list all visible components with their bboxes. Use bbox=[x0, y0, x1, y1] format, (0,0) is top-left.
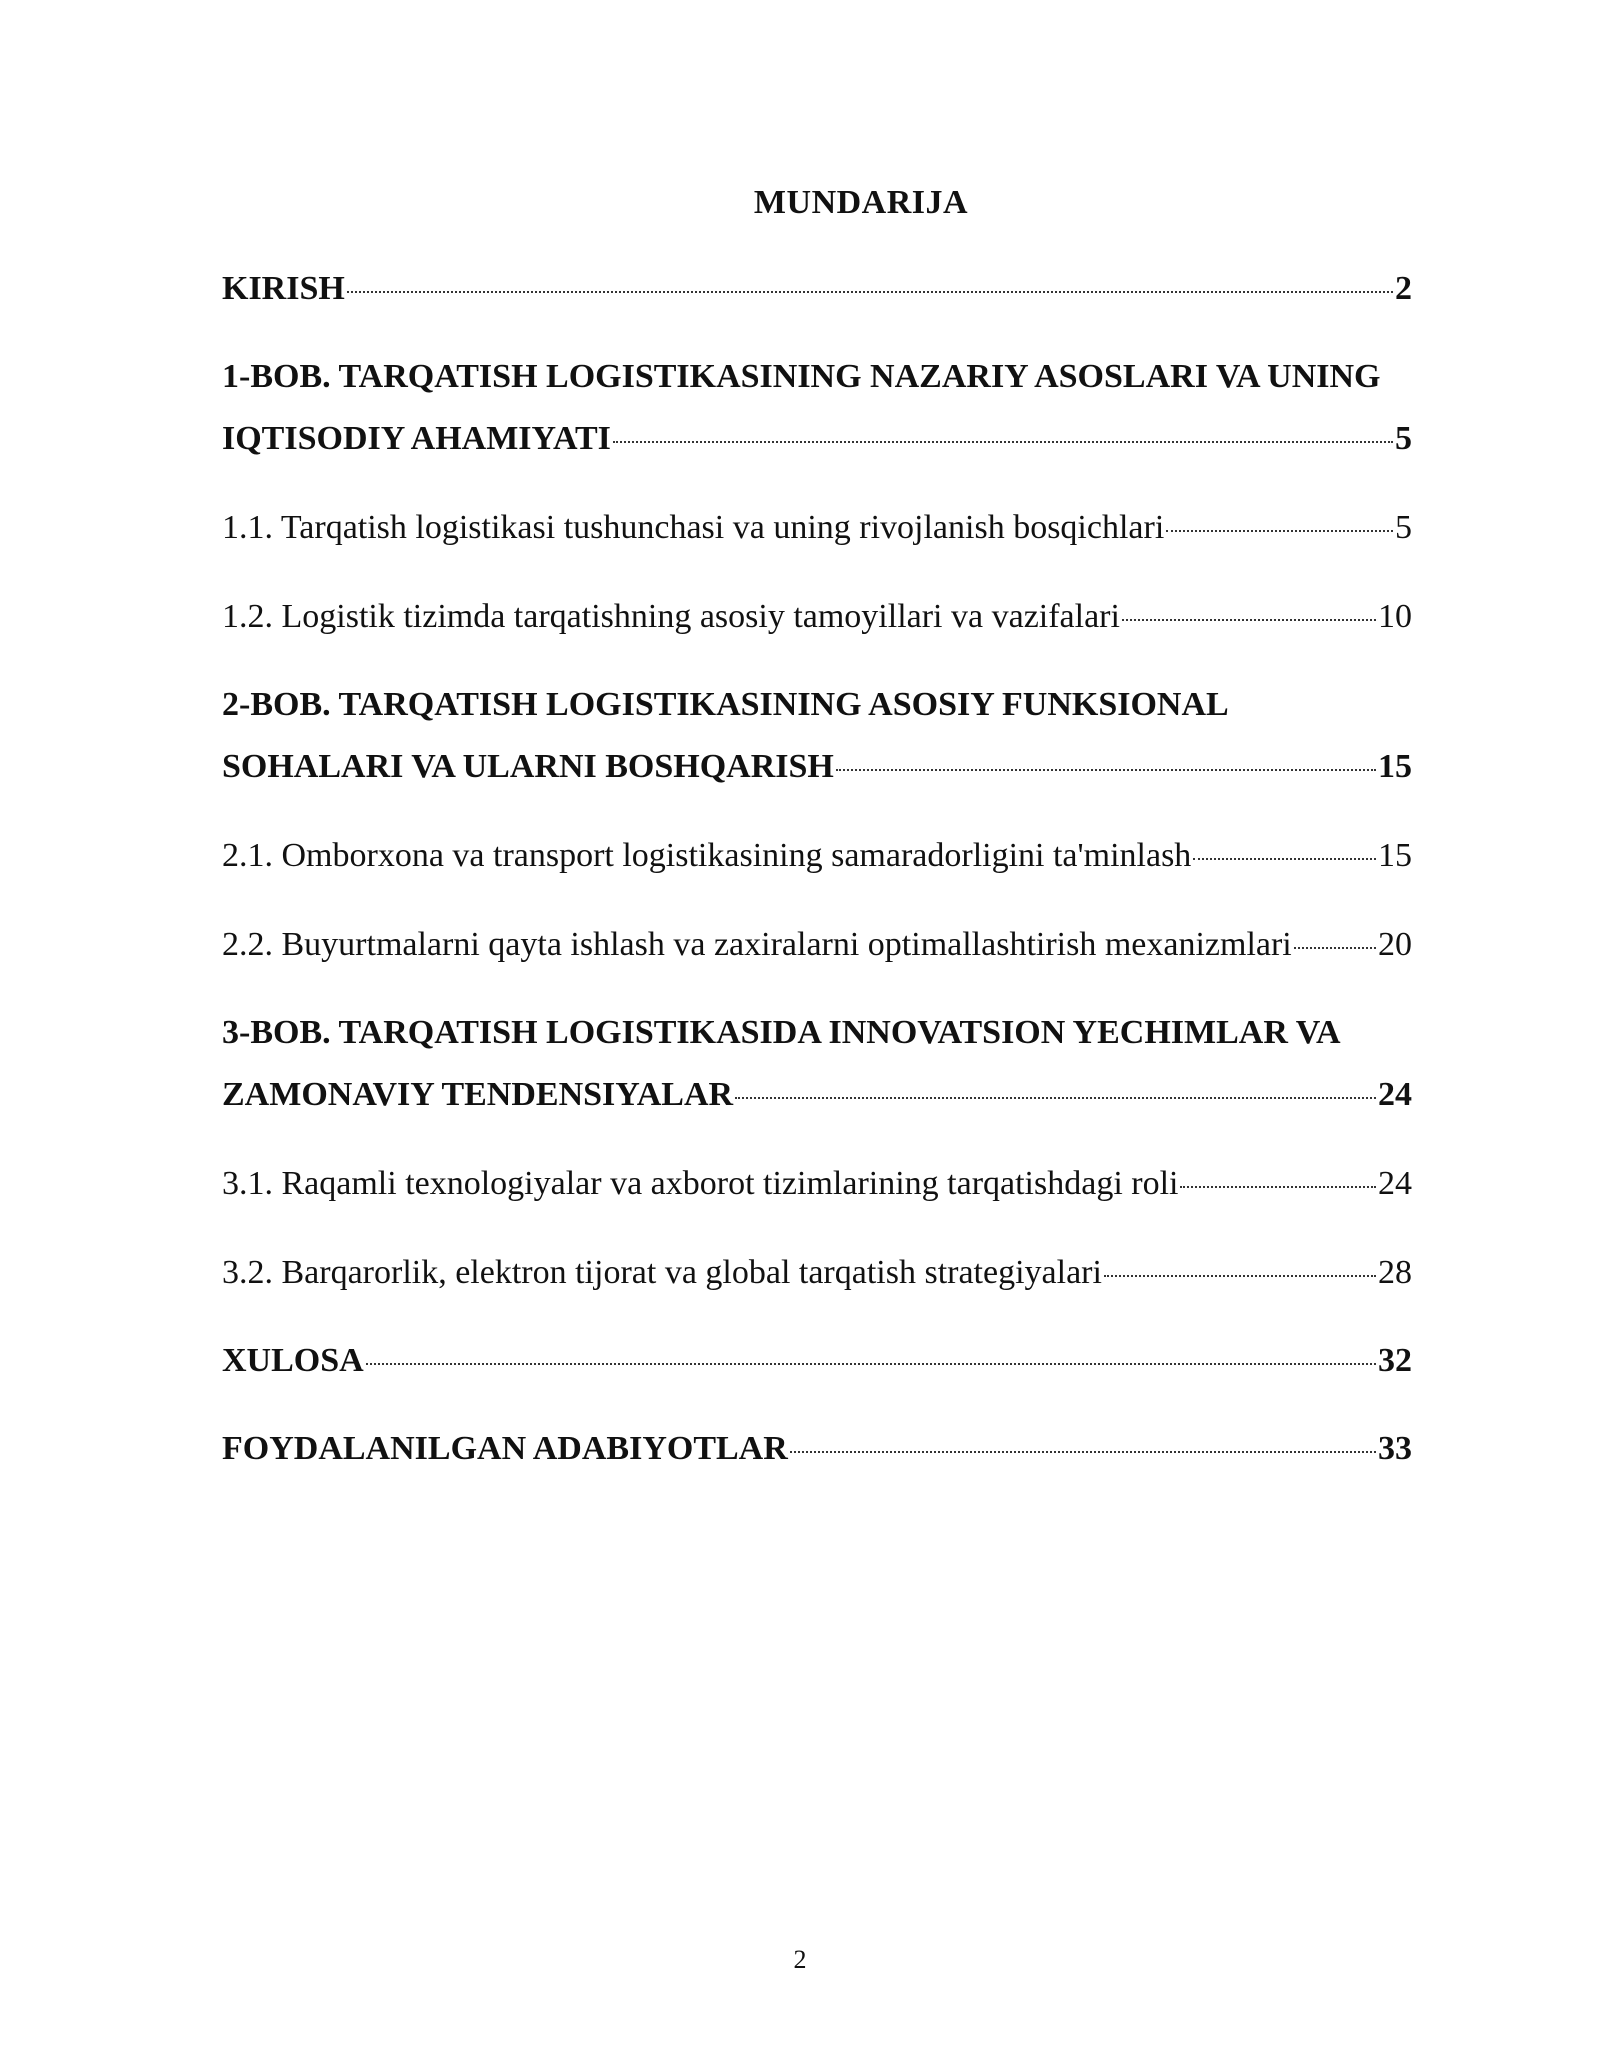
toc-entry-label: 3.2. Barqarorlik, elektron tijorat va global tarqatish strategiyalari bbox=[222, 1254, 1102, 1291]
dot-leader bbox=[347, 291, 1393, 293]
toc-title: MUNDARIJA bbox=[753, 184, 969, 221]
toc-entry[interactable] bbox=[222, 497, 1412, 559]
toc-entry-label: 2.1. Omborxona va transport logistikasining samaradorligini ta'minlash bbox=[222, 837, 1192, 874]
toc-entry[interactable] bbox=[222, 1418, 1412, 1480]
toc-entry-page-number: 5 bbox=[1395, 420, 1412, 457]
table-of-contents bbox=[222, 258, 1412, 1480]
toc-entry-page-number: 28 bbox=[1378, 1254, 1412, 1291]
toc-entry[interactable] bbox=[222, 1002, 1412, 1126]
dot-leader bbox=[790, 1451, 1376, 1453]
toc-entry-label: KIRISH bbox=[222, 270, 345, 307]
toc-entry[interactable] bbox=[222, 258, 1412, 320]
toc-entry-page-number: 24 bbox=[1378, 1076, 1412, 1113]
dot-leader bbox=[1294, 947, 1376, 949]
dot-leader bbox=[1122, 619, 1376, 621]
toc-entry-page-number: 20 bbox=[1378, 926, 1412, 963]
toc-entry-label: 3.1. Raqamli texnologiyalar va axborot tizimlarining tarqatishdagi roli bbox=[222, 1165, 1179, 1202]
toc-entry[interactable] bbox=[222, 1242, 1412, 1304]
dot-leader bbox=[366, 1363, 1376, 1365]
toc-entry-label: SOHALARI VA ULARNI BOSHQARISH bbox=[222, 748, 834, 785]
toc-entry-page-number: 5 bbox=[1395, 509, 1412, 546]
toc-entry-label: FOYDALANILGAN ADABIYOTLAR bbox=[222, 1430, 788, 1467]
toc-entry-page-number: 24 bbox=[1378, 1165, 1412, 1202]
toc-entry[interactable] bbox=[222, 346, 1412, 470]
toc-entry-label: IQTISODIY AHAMIYATI bbox=[222, 420, 611, 457]
toc-entry-page-number: 15 bbox=[1378, 748, 1412, 785]
dot-leader bbox=[613, 441, 1393, 443]
toc-entry[interactable] bbox=[222, 914, 1412, 976]
dot-leader bbox=[1193, 858, 1376, 860]
dot-leader bbox=[1104, 1275, 1376, 1277]
page-number: 2 bbox=[793, 1945, 807, 1974]
toc-entry[interactable] bbox=[222, 825, 1412, 887]
dot-leader bbox=[1166, 530, 1393, 532]
toc-entry-page-number: 32 bbox=[1378, 1342, 1412, 1379]
toc-entry-page-number: 33 bbox=[1378, 1430, 1412, 1467]
toc-entry-page-number: 15 bbox=[1378, 837, 1412, 874]
toc-entry-label: 1.1. Tarqatish logistikasi tushunchasi va uning rivojlanish bosqichlari bbox=[222, 509, 1165, 546]
toc-entry-page-number: 2 bbox=[1395, 270, 1412, 307]
dot-leader bbox=[1180, 1186, 1376, 1188]
dot-leader bbox=[836, 769, 1376, 771]
dot-leader bbox=[735, 1097, 1376, 1099]
toc-entry-label: XULOSA bbox=[222, 1342, 364, 1379]
toc-entry[interactable] bbox=[222, 674, 1412, 798]
toc-entry-label: 3-BOB. TARQATISH LOGISTIKASIDA INNOVATSION YECHIMLAR VA bbox=[222, 1014, 1341, 1051]
toc-entry-label: 2-BOB. TARQATISH LOGISTIKASINING ASOSIY FUNKSIONAL bbox=[222, 686, 1229, 723]
toc-entry[interactable] bbox=[222, 1153, 1412, 1215]
toc-entry-page-number: 10 bbox=[1378, 598, 1412, 635]
toc-entry[interactable] bbox=[222, 586, 1412, 648]
toc-entry-label: ZAMONAVIY TENDENSIYALAR bbox=[222, 1076, 734, 1113]
toc-entry-label: 2.2. Buyurtmalarni qayta ishlash va zaxiralarni optimallashtirish mexanizmlari bbox=[222, 926, 1292, 963]
toc-entry-label: 1.2. Logistik tizimda tarqatishning asosiy tamoyillari va vazifalari bbox=[222, 598, 1120, 635]
toc-entry-label: 1-BOB. TARQATISH LOGISTIKASINING NAZARIY ASOSLARI VA UNING bbox=[222, 358, 1381, 395]
toc-entry[interactable] bbox=[222, 1330, 1412, 1392]
